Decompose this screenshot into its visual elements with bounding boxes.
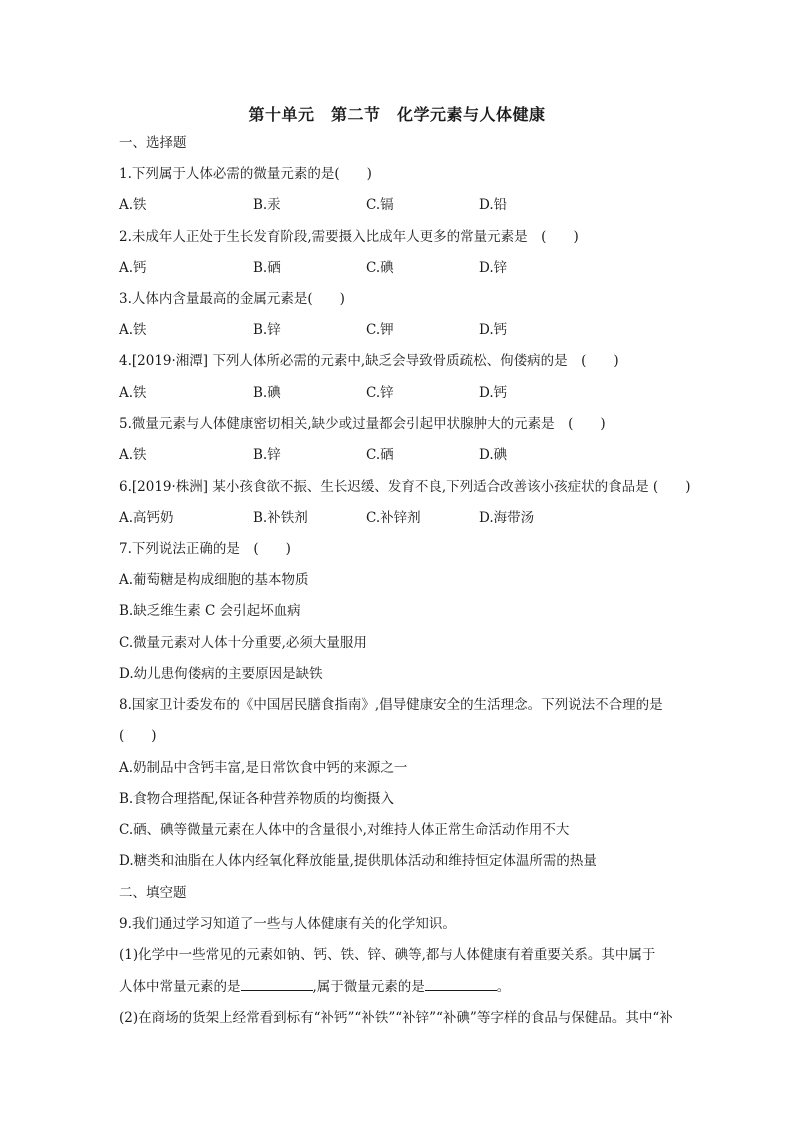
- question-9-part1-line2: [119, 977, 510, 996]
- question-7-option-d: D.幼儿患佝偻病的主要原因是缺铁: [119, 666, 323, 682]
- section-heading-fill: 二、填空题: [119, 885, 187, 901]
- question-5-option-c: C.硒: [366, 447, 394, 463]
- question-6-option-d: D.海带汤: [479, 510, 535, 526]
- question-9-part1-line1: (1)化学中一些常见的元素如钠、钙、铁、锌、碘等,都与人体健康有着重要关系。其中属于: [119, 947, 656, 963]
- question-9-part1-text-a: 人体中常量元素的是: [119, 979, 241, 995]
- question-9-part1-text-c: 。: [496, 979, 511, 995]
- question-4-option-a: A.铁: [119, 385, 147, 401]
- question-8-option-c: C.硒、碘等微量元素在人体中的含量很小,对维持人体正常生命活动作用不大: [119, 822, 570, 838]
- question-7-option-b: B.缺乏维生素 C 会引起坏血病: [119, 603, 301, 619]
- question-5-option-a: A.铁: [119, 447, 147, 463]
- question-3-option-a: A.铁: [119, 322, 147, 338]
- question-1-option-d: D.铅: [479, 197, 508, 213]
- question-5-stem: 5.微量元素与人体健康密切相关,缺少或过量都会引起甲状腺肿大的元素是 ( ): [119, 416, 606, 432]
- question-3-option-d: D.钙: [479, 322, 508, 338]
- question-4-option-b: B.碘: [253, 385, 281, 401]
- question-8-stem-bracket: ( ): [119, 728, 157, 744]
- question-9-stem: 9.我们通过学习知道了一些与人体健康有关的化学知识。: [119, 916, 456, 932]
- question-4-stem: 4.[2019·湘潭] 下列人体所必需的元素中,缺乏会导致骨质疏松、佝偻病的是 ( ): [119, 353, 619, 369]
- question-5-option-b: B.锌: [253, 447, 281, 463]
- question-7-option-a: A.葡萄糖是构成细胞的基本物质: [119, 572, 309, 588]
- answer-blank-macro-elements[interactable]: [241, 977, 313, 991]
- question-7-option-c: C.微量元素对人体十分重要,必须大量服用: [119, 635, 367, 651]
- question-9-part2-line1: (2)在商场的货架上经常看到标有“补钙”“补铁”“补锌”“补碘”等字样的食品与保健品。其中“补: [119, 1010, 673, 1026]
- question-5-option-d: D.碘: [479, 447, 508, 463]
- question-6-option-c: C.补锌剂: [366, 510, 421, 526]
- question-4-option-d: D.钙: [479, 385, 508, 401]
- question-1-option-b: B.汞: [253, 197, 281, 213]
- question-8-option-d: D.糖类和油脂在人体内经氧化释放能量,提供肌体活动和维持恒定体温所需的热量: [119, 853, 597, 869]
- question-1-option-a: A.铁: [119, 197, 147, 213]
- question-1-stem: 1.下列属于人体必需的微量元素的是( ): [119, 166, 372, 182]
- question-2-option-d: D.锌: [479, 260, 508, 276]
- question-2-stem: 2.未成年人正处于生长发育阶段,需要摄入比成年人更多的常量元素是 ( ): [119, 229, 579, 245]
- question-9-part1-text-b: ,属于微量元素的是: [312, 979, 425, 995]
- answer-blank-trace-elements[interactable]: [425, 977, 497, 991]
- question-2-option-a: A.钙: [119, 260, 147, 276]
- question-8-option-a: A.奶制品中含钙丰富,是日常饮食中钙的来源之一: [119, 760, 408, 776]
- question-4-option-c: C.锌: [366, 385, 394, 401]
- question-6-option-a: A.高钙奶: [119, 510, 174, 526]
- question-3-option-c: C.钾: [366, 322, 394, 338]
- question-3-stem: 3.人体内含量最高的金属元素是( ): [119, 291, 345, 307]
- page-title: 第十单元 第二节 化学元素与人体健康: [248, 105, 546, 124]
- question-3-option-b: B.锌: [253, 322, 281, 338]
- question-6-option-b: B.补铁剂: [253, 510, 308, 526]
- question-2-option-c: C.碘: [366, 260, 394, 276]
- question-1-option-c: C.镉: [366, 197, 394, 213]
- question-8-option-b: B.食物合理搭配,保证各种营养物质的均衡摄入: [119, 791, 395, 807]
- question-7-stem: 7.下列说法正确的是 ( ): [119, 541, 291, 557]
- question-8-stem: 8.国家卫计委发布的《中国居民膳食指南》,倡导健康安全的生活理念。下列说法不合理的是: [119, 697, 663, 713]
- question-2-option-b: B.硒: [253, 260, 281, 276]
- section-heading-choice: 一、选择题: [119, 135, 187, 151]
- question-6-stem: 6.[2019·株洲] 某小孩食欲不振、生长迟缓、发育不良,下列适合改善该小孩症状的食品是 ( ): [119, 479, 691, 495]
